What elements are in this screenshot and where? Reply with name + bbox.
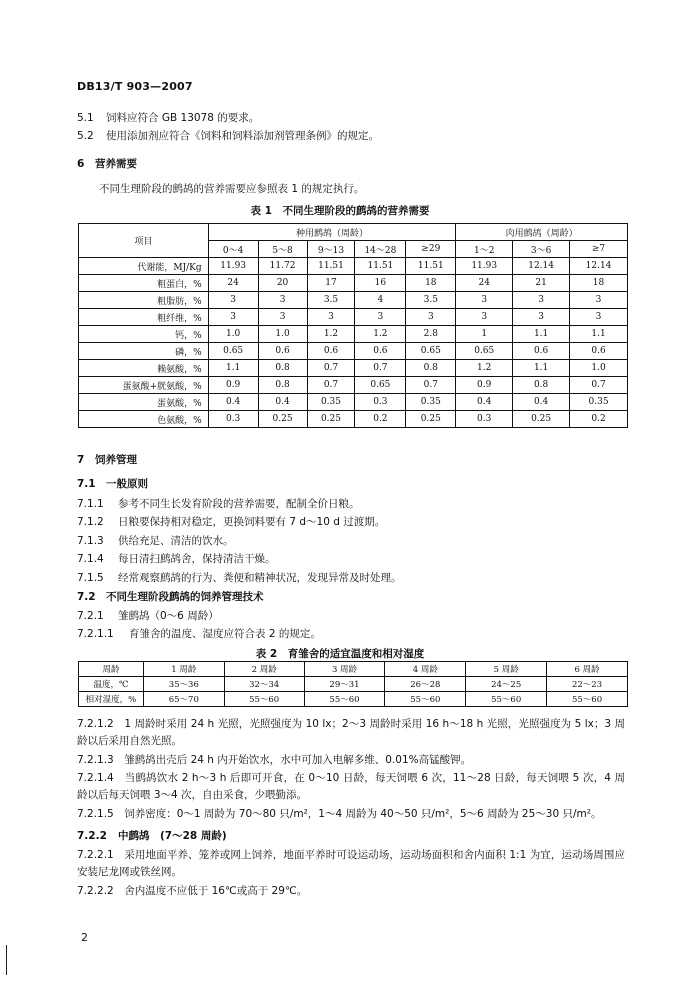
table-1-cell: 0.35 <box>570 394 628 411</box>
table-1-cell: 0.8 <box>258 377 307 394</box>
table-1-cell: 3 <box>307 309 355 326</box>
table-1-cell: 0.8 <box>513 377 570 394</box>
table-2-header-row <box>79 662 628 677</box>
table-1-row-label: 蛋氨酸+胱氨酸，% <box>79 377 209 394</box>
table-1-row-label: 粗纤维，% <box>79 309 209 326</box>
table-1-group-meat: 肉用鹧鸪（周龄） <box>456 224 628 241</box>
table-1-cell: 1.2 <box>355 326 406 343</box>
table-2-cell: 55～60 <box>385 692 466 707</box>
table-2-row-label: 温度，℃ <box>79 677 144 692</box>
table-1-row-label: 色氨酸，% <box>79 411 209 428</box>
table-1-cell: 11.51 <box>307 258 355 275</box>
paragraph-7-2-1-3: 7.2.1.3 雏鹧鸪出壳后 24 h 内开始饮水，水中可加入电解多维、0.01%高锰酸钾。 <box>77 754 472 766</box>
table-2-cell: 55～60 <box>466 692 547 707</box>
table-2-cell: 55～60 <box>304 692 385 707</box>
table-1-cell: 0.6 <box>258 343 307 360</box>
table-1-cell: 0.7 <box>307 377 355 394</box>
table-1-row-label: 磷，% <box>79 343 209 360</box>
section-7-1-heading: 7.1 一般原则 <box>77 478 148 490</box>
table-1-cell: 3 <box>456 292 513 309</box>
paragraph-7-2-2-1: 7.2.2.1 采用地面平养、笼养或网上饲养，地面平养时可设运动场，运动场面积和舍内面积 1:1 为宜，运动场周围应安装尼龙网或铁丝网。 <box>77 849 625 878</box>
table-1-cell: 0.35 <box>406 394 456 411</box>
table-1-age-header: ≥29 <box>406 241 456 258</box>
table-1-body <box>79 258 628 428</box>
table-1-cell: 20 <box>258 275 307 292</box>
section-7-2-1-heading: 7.2.1 雏鹧鸪（0～6 周龄） <box>77 610 219 622</box>
table-1-cell: 3 <box>513 309 570 326</box>
table-1-cell: 0.4 <box>513 394 570 411</box>
table-1-cell: 1.1 <box>513 360 570 377</box>
table-1-age-header: 1～2 <box>456 241 513 258</box>
table-1-cell: 0.25 <box>513 411 570 428</box>
table-1-row <box>79 258 628 275</box>
table-1-cell: 0.65 <box>406 343 456 360</box>
table-1-row <box>79 275 628 292</box>
table-2-header-label: 周龄 <box>79 662 144 677</box>
table-1-cell: 3 <box>208 309 258 326</box>
clause-7-1-2: 7.1.2 日粮要保持相对稳定，更换饲料要有 7 d～10 d 过渡期。 <box>77 516 386 528</box>
section-7-2-2-heading: 7.2.2 中鹧鸪 (7～28 周龄) <box>77 830 227 842</box>
clause-5-2: 5.2 使用添加剂应符合《饲料和饲料添加剂管理条例》的规定。 <box>77 130 379 142</box>
table-1-cell: 12.14 <box>570 258 628 275</box>
table-1-cell: 0.25 <box>406 411 456 428</box>
table-1-cell: 0.9 <box>456 377 513 394</box>
clause-7-2-1-1: 7.2.1.1 育雏舍的温度、湿度应符合表 2 的规定。 <box>77 628 321 640</box>
table-1-cell: 0.65 <box>208 343 258 360</box>
table-2-row <box>79 677 628 692</box>
table-1-row-label: 钙，% <box>79 326 209 343</box>
section-6-heading: 6 营养需要 <box>77 158 137 170</box>
clause-7-1-4: 7.1.4 每日清扫鹧鸪舍，保持清洁干燥。 <box>77 553 276 565</box>
table-1-cell: 3 <box>208 292 258 309</box>
table-1-cell: 0.6 <box>307 343 355 360</box>
table-1-cell: 0.6 <box>570 343 628 360</box>
table-1-cell: 4 <box>355 292 406 309</box>
table-1-cell: 11.93 <box>208 258 258 275</box>
table-1-cell: 0.4 <box>456 394 513 411</box>
table-1-row-label: 蛋氨酸，% <box>79 394 209 411</box>
table-1-cell: 2.8 <box>406 326 456 343</box>
table-1-cell: 0.2 <box>570 411 628 428</box>
table-1-row <box>79 360 628 377</box>
table-2-cell: 22～23 <box>547 677 628 692</box>
table-1-row-label: 粗蛋白，% <box>79 275 209 292</box>
paragraph-7-2-1-5: 7.2.1.5 饲养密度：0～1 周龄为 70～80 只/m²，1～4 周龄为 40～50 只/m²，5～6 周龄为 25～30 只/m²。 <box>77 808 602 820</box>
table-1-age-header: 3～6 <box>513 241 570 258</box>
table-1-cell: 1.1 <box>570 326 628 343</box>
table-2-week-header: 4 周龄 <box>385 662 466 677</box>
table-2-week-header: 6 周龄 <box>547 662 628 677</box>
table-1-cell: 0.3 <box>208 411 258 428</box>
table-1-cell: 0.8 <box>258 360 307 377</box>
table-1-cell: 3 <box>513 292 570 309</box>
table-1-cell: 3 <box>258 309 307 326</box>
table-2-week-header: 5 周龄 <box>466 662 547 677</box>
table-1-cell: 3 <box>456 309 513 326</box>
table-1-cell: 11.51 <box>355 258 406 275</box>
table-1-cell: 3.5 <box>307 292 355 309</box>
document-id: DB13/T 903—2007 <box>77 80 193 93</box>
table-1-cell: 0.35 <box>307 394 355 411</box>
table-1-cell: 0.3 <box>355 394 406 411</box>
table-2-row <box>79 692 628 707</box>
table-1-cell: 0.7 <box>406 377 456 394</box>
table-1-age-header: 9～13 <box>307 241 355 258</box>
table-1-age-header: ≥7 <box>570 241 628 258</box>
table-1-cell: 1.2 <box>456 360 513 377</box>
table-1-cell: 0.65 <box>355 377 406 394</box>
table-1-cell: 16 <box>355 275 406 292</box>
section-6-intro: 不同生理阶段的鹧鸪的营养需要应参照表 1 的规定执行。 <box>99 183 365 195</box>
table-1-cell: 1 <box>456 326 513 343</box>
table-2-week-header: 1 周龄 <box>143 662 224 677</box>
table-2-caption: 表 2 育雏舍的适宜温度和相对湿度 <box>255 648 425 660</box>
table-2-cell: 35～36 <box>143 677 224 692</box>
table-1-cell: 3 <box>570 292 628 309</box>
table-1-row-label: 赖氨酸，% <box>79 360 209 377</box>
table-1-row <box>79 309 628 326</box>
table-1-age-header: 5～8 <box>258 241 307 258</box>
table-1-cell: 11.51 <box>406 258 456 275</box>
table-1-cell: 1.1 <box>513 326 570 343</box>
table-1-age-header: 0～4 <box>208 241 258 258</box>
table-1-row <box>79 377 628 394</box>
table-1-cell: 0.7 <box>355 360 406 377</box>
table-2-cell: 29～31 <box>304 677 385 692</box>
table-1-cell: 1.0 <box>258 326 307 343</box>
table-1-cell: 3 <box>355 309 406 326</box>
scan-edge-mark <box>6 945 7 975</box>
table-1-item-header: 项目 <box>79 224 209 258</box>
table-1-cell: 3.5 <box>406 292 456 309</box>
table-1-row <box>79 394 628 411</box>
table-1-cell: 0.6 <box>355 343 406 360</box>
table-2-cell: 26～28 <box>385 677 466 692</box>
nutrition-table <box>78 223 628 428</box>
paragraph-7-2-1-4: 7.2.1.4 当鹧鸪饮水 2 h～3 h 后即可开食，在 0～10 日龄，每天饲喂 6 次，11～28 日龄，每天饲喂 5 次，4 周龄以后每天饲喂 3～4 次，自由采食，少喂勤添。 <box>77 772 625 801</box>
table-2-cell: 65～70 <box>143 692 224 707</box>
table-1-caption: 表 1 不同生理阶段的鹧鸪的营养需要 <box>250 205 430 217</box>
table-1-cell: 17 <box>307 275 355 292</box>
table-1-age-header: 14～28 <box>355 241 406 258</box>
section-7-2-heading: 7.2 不同生理阶段鹧鸪的饲养管理技术 <box>77 591 264 603</box>
table-1-cell: 18 <box>406 275 456 292</box>
clause-7-1-5: 7.1.5 经常观察鹧鸪的行为、粪便和精神状况，发现异常及时处理。 <box>77 572 402 584</box>
brooding-conditions-table <box>78 661 628 707</box>
table-1-cell: 0.65 <box>456 343 513 360</box>
table-1-cell: 0.3 <box>456 411 513 428</box>
table-1-cell: 1.0 <box>208 326 258 343</box>
table-1-cell: 12.14 <box>513 258 570 275</box>
table-1-row <box>79 411 628 428</box>
table-1-cell: 3 <box>258 292 307 309</box>
table-2-body <box>79 677 628 707</box>
table-1-cell: 0.2 <box>355 411 406 428</box>
table-1-cell: 0.4 <box>258 394 307 411</box>
table-1-cell: 0.25 <box>307 411 355 428</box>
table-1-cell: 1.1 <box>208 360 258 377</box>
table-1-row-label: 粗脂肪，% <box>79 292 209 309</box>
table-1-cell: 3 <box>406 309 456 326</box>
table-1-cell: 24 <box>456 275 513 292</box>
table-1-cell: 18 <box>570 275 628 292</box>
table-2-row-label: 相对湿度，% <box>79 692 144 707</box>
clause-7-1-1: 7.1.1 参考不同生长发育阶段的营养需要，配制全价日粮。 <box>77 498 360 510</box>
page-number: 2 <box>81 931 88 944</box>
table-2-cell: 32～34 <box>224 677 304 692</box>
table-1-cell: 0.25 <box>258 411 307 428</box>
table-1-cell: 0.6 <box>513 343 570 360</box>
table-1-cell: 0.7 <box>307 360 355 377</box>
table-1-row <box>79 292 628 309</box>
table-2-week-header: 3 周龄 <box>304 662 385 677</box>
table-2-cell: 55～60 <box>224 692 304 707</box>
table-2-cell: 24～25 <box>466 677 547 692</box>
table-1-cell: 0.9 <box>208 377 258 394</box>
table-1-cell: 11.93 <box>456 258 513 275</box>
paragraph-7-2-1-2: 7.2.1.2 1 周龄时采用 24 h 光照，光照强度为 10 lx；2～3 周龄时采用 16 h～18 h 光照，光照强度为 5 lx；3 周龄以后采用自然光照。 <box>77 718 625 747</box>
table-2-cell: 55～60 <box>547 692 628 707</box>
section-7-heading: 7 饲养管理 <box>77 454 137 466</box>
table-1-cell: 21 <box>513 275 570 292</box>
table-1-cell: 11.72 <box>258 258 307 275</box>
table-1-row <box>79 326 628 343</box>
table-2-week-header: 2 周龄 <box>224 662 304 677</box>
paragraph-7-2-2-2: 7.2.2.2 舍内温度不应低于 16℃或高于 29℃。 <box>77 885 308 897</box>
table-1-cell: 0.4 <box>208 394 258 411</box>
table-1-row-label: 代谢能，MJ/Kg <box>79 258 209 275</box>
table-1-group-breeding: 种用鹧鸪（周龄） <box>208 224 456 241</box>
table-1-cell: 1.2 <box>307 326 355 343</box>
table-1-row <box>79 343 628 360</box>
table-1-cell: 1.0 <box>570 360 628 377</box>
clause-7-1-3: 7.1.3 供给充足、清洁的饮水。 <box>77 535 234 547</box>
table-1-cell: 3 <box>570 309 628 326</box>
table-1-cell: 24 <box>208 275 258 292</box>
table-1-cell: 0.7 <box>570 377 628 394</box>
table-1-cell: 0.8 <box>406 360 456 377</box>
clause-5-1: 5.1 饲料应符合 GB 13078 的要求。 <box>77 112 260 124</box>
